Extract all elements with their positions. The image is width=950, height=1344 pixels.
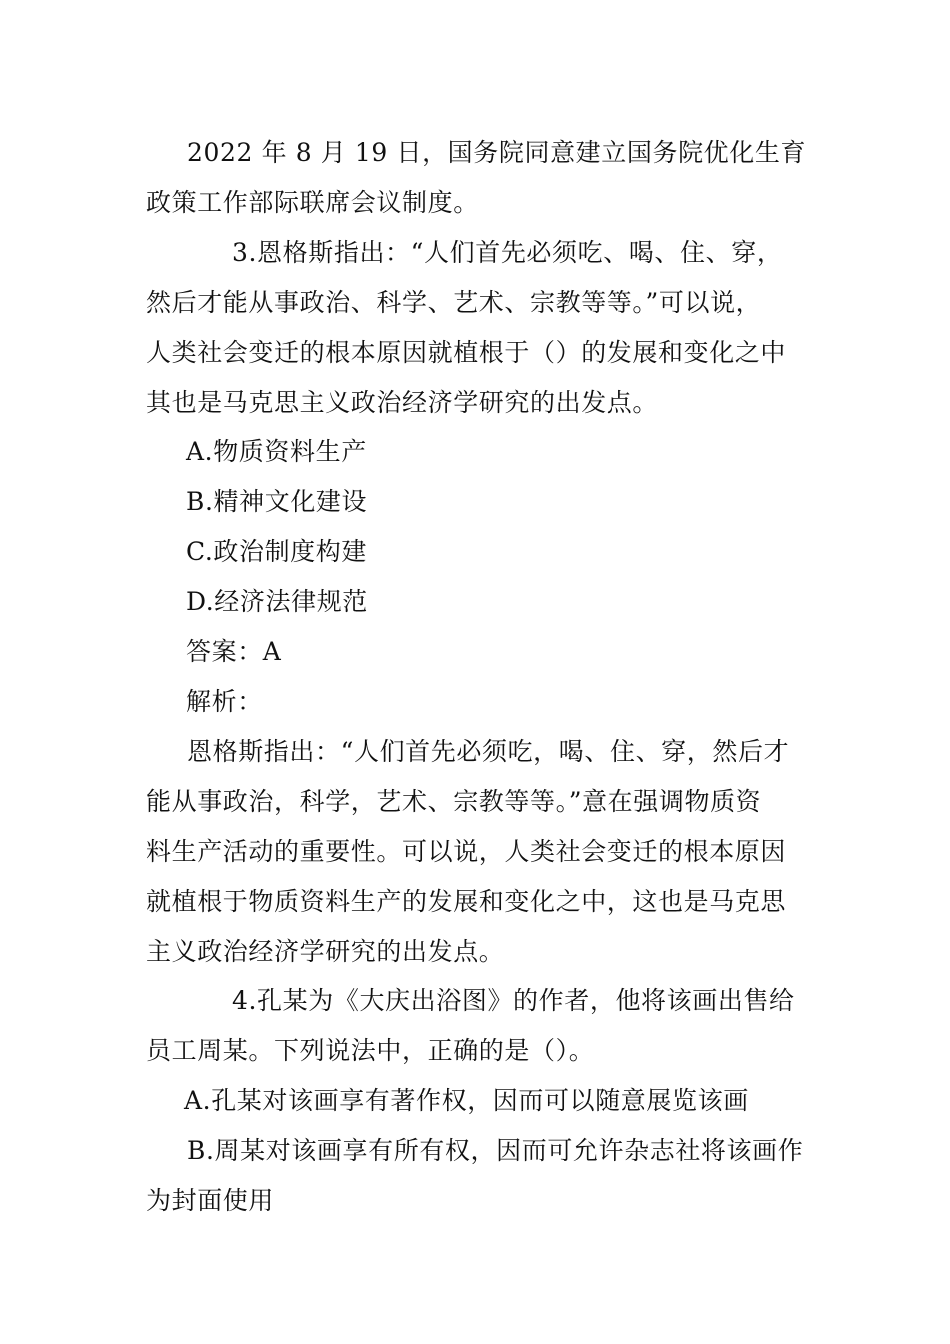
question-3-stem-line: 其也是马克思主义政治经济学研究的出发点。 bbox=[146, 388, 659, 417]
question-4-option-a: A.孔某对该画享有著作权，因而可以随意展览该画 bbox=[184, 1086, 749, 1115]
question-3-analysis-line: 就植根于物质资料生产的发展和变化之中，这也是马克思 bbox=[146, 887, 787, 916]
paragraph-line: 政策工作部际联席会议制度。 bbox=[146, 188, 479, 217]
question-3-stem-line: 然后才能从事政治、科学、艺术、宗教等等。”可以说， bbox=[146, 288, 762, 317]
question-4-option-b-line: B.周某对该画享有所有权，因而可允许杂志社将该画作 bbox=[187, 1136, 804, 1165]
paragraph-line: 2022 年 8 月 19 日，国务院同意建立国务院优化生育 bbox=[187, 138, 807, 167]
question-3-analysis-line: 料生产活动的重要性。可以说，人类社会变迁的根本原因 bbox=[146, 837, 787, 866]
question-3-analysis-label: 解析： bbox=[186, 687, 263, 716]
question-3-analysis-line: 恩格斯指出：“人们首先必须吃，喝、住、穿，然后才 bbox=[187, 737, 790, 766]
question-3-stem-line: 3.恩格斯指出：“人们首先必须吃、喝、住、穿， bbox=[232, 238, 783, 267]
question-4-stem-line: 4.孔某为《大庆出浴图》的作者，他将该画出售给 bbox=[232, 986, 795, 1015]
question-4-option-b-line: 为封面使用 bbox=[146, 1186, 275, 1215]
question-3-option-b: B.精神文化建设 bbox=[186, 487, 368, 516]
question-3-option-a: A.物质资料生产 bbox=[186, 437, 367, 466]
question-3-stem-line: 人类社会变迁的根本原因就植根于（）的发展和变化之中 bbox=[146, 338, 787, 367]
question-3-analysis-line: 能从事政治，科学，艺术、宗教等等。”意在强调物质资 bbox=[146, 787, 762, 816]
question-4-stem-line: 员工周某。下列说法中，正确的是（）。 bbox=[146, 1036, 595, 1065]
question-3-option-c: C.政治制度构建 bbox=[186, 537, 367, 566]
question-3-answer: 答案：A bbox=[186, 637, 282, 666]
question-3-analysis-line: 主义政治经济学研究的出发点。 bbox=[146, 937, 505, 966]
question-3-option-d: D.经济法律规范 bbox=[186, 587, 368, 616]
